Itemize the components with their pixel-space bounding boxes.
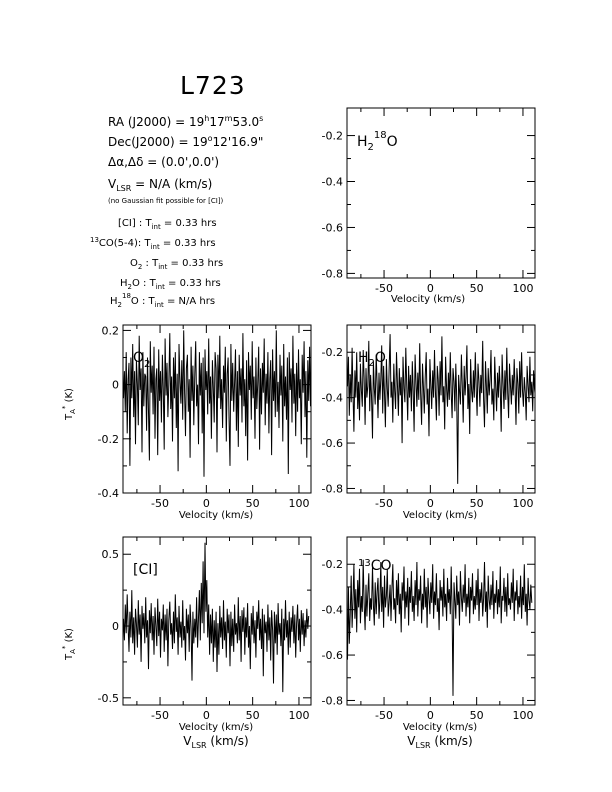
x-tick-label: -50 <box>375 282 394 295</box>
ra-minutes: 17 <box>209 115 225 129</box>
dec-label: Dec(J2000) <box>108 135 175 149</box>
y-tick-label: -0.8 <box>321 267 343 281</box>
x-tick-label: 0 <box>202 497 210 510</box>
x-tick-label: 100 <box>288 497 310 510</box>
label-h2-18o: $H_2^{18}O$ <box>357 130 398 153</box>
tint-ci: [CI] : $T_{int} = 0.33$ hrs <box>118 218 217 231</box>
x-tick-label: -50 <box>151 497 170 510</box>
spectrum-trace <box>348 560 532 696</box>
tint-h218o: $H_2^{18}O$ : $T_{int} = N/A$ hrs <box>110 292 216 309</box>
ra-line: RA (J2000) = 19$^h$17$^m$53.0$^s$ <box>108 114 264 129</box>
x-tick-label: -50 <box>151 709 170 722</box>
y-tick-label: -0.2 <box>321 346 343 360</box>
spectrum-trace <box>124 330 314 476</box>
xlabel-ci: Velocity (km/s) <box>178 722 254 733</box>
dec-degrees: 19 <box>192 135 208 149</box>
xlabel-o2: Velocity (km/s) <box>178 510 254 521</box>
xlabel-h2o: Velocity (km/s) <box>402 510 478 521</box>
panel-h2o <box>322 325 538 510</box>
label-13co: $^{13}$CO <box>358 558 392 574</box>
source-title: L723 <box>180 71 246 100</box>
y-tick-label: -0.4 <box>97 487 119 500</box>
y-tick-label: -0.2 <box>321 129 343 143</box>
y-tick-label: -0.8 <box>321 482 343 496</box>
panel-13co <box>322 537 535 722</box>
x-tick-label: 0 <box>202 709 210 722</box>
panel-ci <box>98 537 311 722</box>
label-h2o: $H_2O$ <box>358 350 386 369</box>
offset-value: (0.0',0.0') <box>161 155 220 169</box>
y-tick-label: -0.4 <box>321 175 343 189</box>
y-tick-label: -0.8 <box>321 694 343 708</box>
y-tick-label: -0.2 <box>321 558 343 572</box>
y-tick-label: -0.2 <box>97 432 119 446</box>
fit-note: (no Gaussian fit possible for [CI]) <box>108 197 224 205</box>
vlsr-label-left: $V_{LSR}$ (km/s) <box>183 734 249 750</box>
x-tick-label: 0 <box>426 709 434 722</box>
vlsr-line: $V_{LSR} = N/A$ (km/s) <box>108 177 213 193</box>
x-tick-label: 100 <box>512 497 534 510</box>
x-tick-label: 50 <box>469 497 484 510</box>
offset-line: Δα,Δδ = (0.0',0.0') <box>108 155 220 169</box>
y-tick-label: -0.6 <box>321 221 343 235</box>
label-ci: [CI] <box>133 562 158 578</box>
y-tick-label: -0.5 <box>97 691 119 705</box>
x-tick-label: 50 <box>245 709 260 722</box>
x-tick-label: 100 <box>288 709 310 722</box>
dec-rest: 12'16.9" <box>212 135 264 149</box>
x-tick-label: 0 <box>426 282 434 295</box>
x-tick-label: 100 <box>512 709 534 722</box>
x-tick-label: 0 <box>426 497 434 510</box>
y-tick-label: 0.2 <box>101 324 119 338</box>
integration-times <box>90 218 223 309</box>
x-tick-label: -50 <box>375 709 394 722</box>
x-tick-label: 50 <box>469 709 484 722</box>
dec-line: Dec(J2000) = 19$^o$12'16.9" <box>108 134 264 149</box>
x-tick-label: 100 <box>512 282 534 295</box>
panel-h2-18o <box>322 108 535 295</box>
coordinates-block <box>108 114 263 205</box>
xlabel-h2-18o: Velocity (km/s) <box>390 294 466 305</box>
ra-label: RA (J2000) <box>108 115 172 129</box>
y-tick-label: 0 <box>112 378 119 392</box>
panel-o2 <box>98 324 314 510</box>
ylabel-ta-upper: $T_A^*$ (K) <box>61 388 77 420</box>
vlsr-unit: (km/s) <box>174 177 213 191</box>
y-tick-label: -0.4 <box>321 391 343 405</box>
y-tick-label: 0.5 <box>101 548 119 562</box>
ylabel-ta-lower: $T_A^*$ (K) <box>61 628 77 660</box>
offset-label: Δα,Δδ <box>108 155 144 169</box>
y-tick-label: -0.6 <box>321 649 343 663</box>
tint-h2o: $H_2O$ : $T_{int} = 0.33$ hrs <box>120 278 221 291</box>
x-tick-label: -50 <box>375 497 394 510</box>
y-tick-label: -0.4 <box>321 603 343 617</box>
label-o2: $O_2$ <box>133 350 151 370</box>
vlsr-value: N/A <box>149 177 171 191</box>
tint-13co: $^{13}$CO(5-4): $T_{int} = 0.33$ hrs <box>90 236 216 251</box>
ra-seconds: 53.0 <box>232 115 260 129</box>
ra-hours: 19 <box>189 115 205 129</box>
y-tick-label: 0 <box>112 620 119 634</box>
vlsr-label-right: $V_{LSR}$ (km/s) <box>407 734 473 750</box>
x-tick-label: 50 <box>469 282 484 295</box>
xlabel-13co: Velocity (km/s) <box>402 722 478 733</box>
tint-o2: $O_2$ : $T_{int} = 0.33$ hrs <box>130 258 224 271</box>
y-tick-label: -0.6 <box>321 437 343 451</box>
x-tick-label: 50 <box>245 497 260 510</box>
